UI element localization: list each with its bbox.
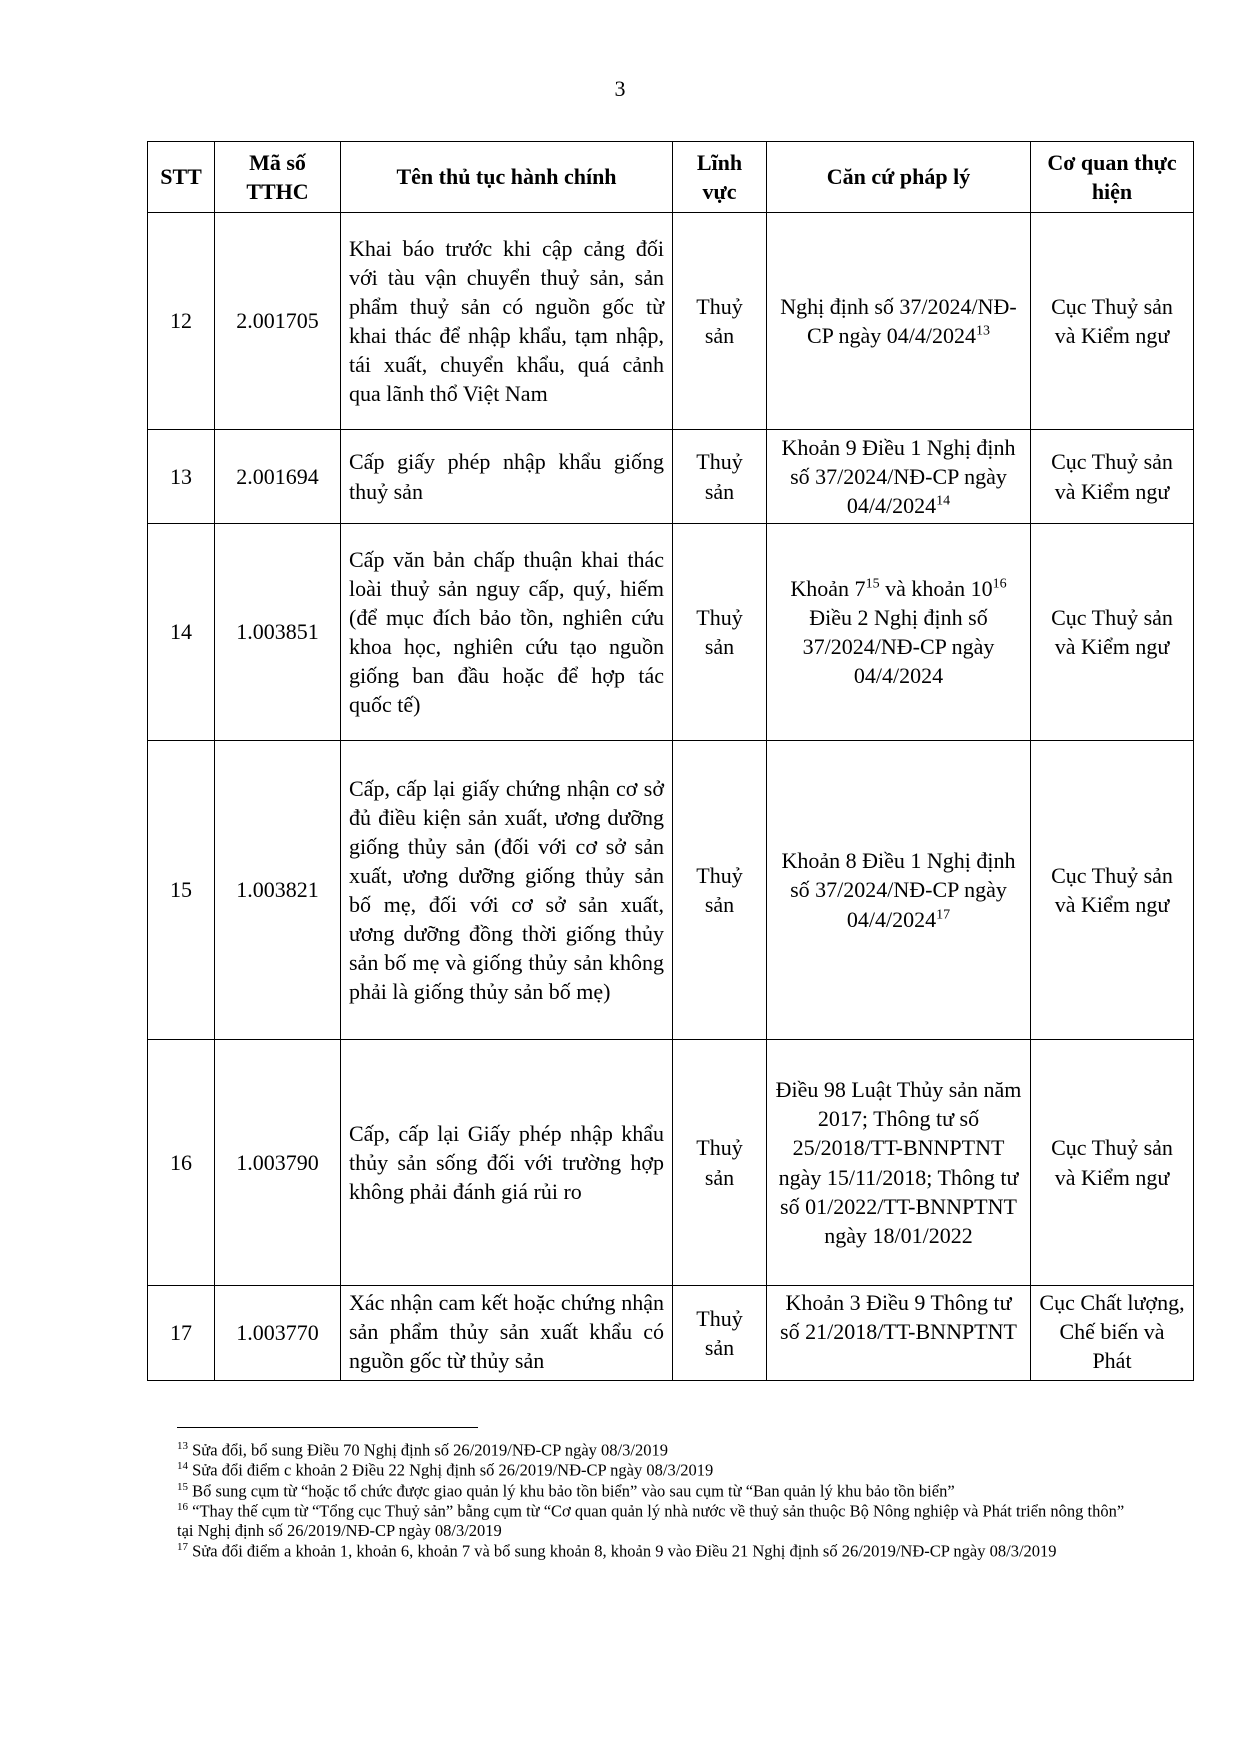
row-field: Thuỷ sản [673,430,767,524]
row-name: Cấp văn bản chấp thuận khai thác loài thuỷ sản nguy cấp, quý, hiếm (để mục đích bảo tồn, nghiên cứu khoa học, nghiên cứu tạo nguồn giống ban đầu hoặc để hợp tác quốc tế) [341,524,673,741]
header-code: Mã số TTHC [215,142,341,213]
footnote-number: 15 [177,1480,188,1493]
basis-text: Khoản 3 Điều 9 Thông tư số 21/2018/TT-BNNPTNT [780,1290,1017,1345]
row-name: Xác nhận cam kết hoặc chứng nhận sản phẩm thủy sản xuất khẩu có nguồn gốc từ thủy sản [341,1286,673,1381]
row-field: Thuỷ sản [673,1286,767,1381]
footnote [177,1460,1127,1480]
row-code: 1.003851 [215,524,341,741]
row-code: 1.003821 [215,741,341,1040]
row-basis [767,741,1031,1040]
footnote-ref: 16 [992,576,1007,592]
row-agency: Cục Thuỷ sản và Kiểm ngư [1031,430,1194,524]
table-row [148,1286,1194,1381]
footnote-text: Bổ sung cụm từ “hoặc tổ chức được giao quản lý khu bảo tồn biển” vào sau cụm từ “Ban quản lý khu bảo tồn biển” [192,1481,955,1501]
row-code: 1.003770 [215,1286,341,1381]
footnote-ref: 13 [976,323,991,339]
row-code: 2.001705 [215,213,341,430]
row-stt: 14 [148,524,215,741]
header-name: Tên thủ tục hành chính [341,142,673,213]
row-name: Khai báo trước khi cập cảng đối với tàu vận chuyển thuỷ sản, sản phẩm thuỷ sản có nguồn gốc từ khai thác để nhập khẩu, tạm nhập, tái xuất, chuyển khẩu, quá cảnh qua lãnh thổ Việt Nam [341,213,673,430]
table-row [148,741,1194,1040]
basis-text: Khoản 9 Điều 1 Nghị định số 37/2024/NĐ-CP ngày 04/4/2024 [781,434,1016,519]
row-basis [767,1286,1031,1381]
row-agency: Cục Thuỷ sản và Kiểm ngư [1031,741,1194,1040]
page-number: 3 [614,76,626,101]
footnote-text: Sửa đổi điểm c khoản 2 Điều 22 Nghị định số 26/2019/NĐ-CP ngày 08/3/2019 [192,1460,714,1480]
row-agency: Cục Thuỷ sản và Kiểm ngư [1031,524,1194,741]
footnote [177,1481,1127,1501]
table-row [148,430,1194,524]
row-stt: 15 [148,741,215,1040]
header-basis: Căn cứ pháp lý [767,142,1031,213]
basis-text: Nghị định số 37/2024/NĐ-CP ngày 04/4/2024 [780,293,1017,348]
row-field: Thuỷ sản [673,1040,767,1286]
footnote [177,1440,1127,1460]
row-code: 2.001694 [215,430,341,524]
row-stt: 17 [148,1286,215,1381]
row-stt: 16 [148,1040,215,1286]
row-field: Thuỷ sản [673,213,767,430]
footnote-separator [177,1427,478,1428]
footnotes [177,1440,1127,1561]
basis-text: Khoản 7 [790,575,866,601]
row-agency: Cục Thuỷ sản và Kiểm ngư [1031,213,1194,430]
footnote [177,1541,1127,1561]
footnote-number: 17 [177,1540,188,1553]
header-stt: STT [148,142,215,213]
basis-text: Khoản 8 Điều 1 Nghị định số 37/2024/NĐ-CP ngày 04/4/2024 [781,848,1016,932]
footnote-text: “Thay thế cụm từ “Tổng cục Thuỷ sản” bằng cụm từ “Cơ quan quản lý nhà nước về thuỷ sản thuộc Bộ Nông nghiệp và Phát triển nông thôn” tại Nghị định số 26/2019/NĐ-CP ngày 08/3/2019 [177,1501,1125,1541]
basis-text: và khoản 10 [879,575,993,601]
table-row [148,524,1194,741]
basis-text: Điều 2 Nghị định số 37/2024/NĐ-CP ngày 04/4/2024 [802,604,995,689]
row-agency: Cục Thuỷ sản và Kiểm ngư [1031,1040,1194,1286]
header-agency: Cơ quan thực hiện [1031,142,1194,213]
footnote [177,1501,1127,1541]
footnote-ref: 17 [936,907,951,923]
row-name: Cấp giấy phép nhập khẩu giống thuỷ sản [341,430,673,524]
row-stt: 13 [148,430,215,524]
table-header-row [148,142,1194,213]
table-row [148,213,1194,430]
row-basis [767,213,1031,430]
row-basis [767,430,1031,524]
footnote-number: 13 [177,1440,188,1452]
row-name: Cấp, cấp lại giấy chứng nhận cơ sở đủ điều kiện sản xuất, ương dưỡng giống thủy sản (đối với cơ sở sản xuất, ương dưỡng giống thủy sản bố mẹ, đối với cơ sở sản xuất, ương dưỡng đồng thời giống thủy sản bố mẹ và giống thủy sản không phải là giống thủy sản bố mẹ) [341,741,673,1040]
row-basis [767,524,1031,741]
footnote-ref: 15 [865,576,880,592]
row-field: Thuỷ sản [673,741,767,1040]
footnote-text: Sửa đổi, bổ sung Điều 70 Nghị định số 26/2019/NĐ-CP ngày 08/3/2019 [192,1440,668,1460]
basis-text: Điều 98 Luật Thủy sản năm 2017; Thông tư số 25/2018/TT-BNNPTNT ngày 15/11/2018; Thông tư số 01/2022/TT-BNNPTNT ngày 18/01/2022 [775,1077,1022,1248]
procedures-table [147,141,1194,1381]
row-name: Cấp, cấp lại Giấy phép nhập khẩu thủy sản sống đối với trường hợp không phải đánh giá rủi ro [341,1040,673,1286]
row-agency: Cục Chất lượng, Chế biến và Phát [1031,1286,1194,1381]
table-row [148,1040,1194,1286]
footnote-text: Sửa đổi điểm a khoản 1, khoản 6, khoản 7 và bổ sung khoản 8, khoản 9 vào Điều 21 Nghị định số 26/2019/NĐ-CP ngày 08/3/2019 [192,1541,1057,1561]
footnote-number: 16 [177,1500,188,1513]
footnote-ref: 14 [936,493,951,509]
row-code: 1.003790 [215,1040,341,1286]
row-basis [767,1040,1031,1286]
footnote-number: 14 [177,1460,188,1473]
row-stt: 12 [148,213,215,430]
header-field: Lĩnh vực [673,142,767,213]
row-field: Thuỷ sản [673,524,767,741]
